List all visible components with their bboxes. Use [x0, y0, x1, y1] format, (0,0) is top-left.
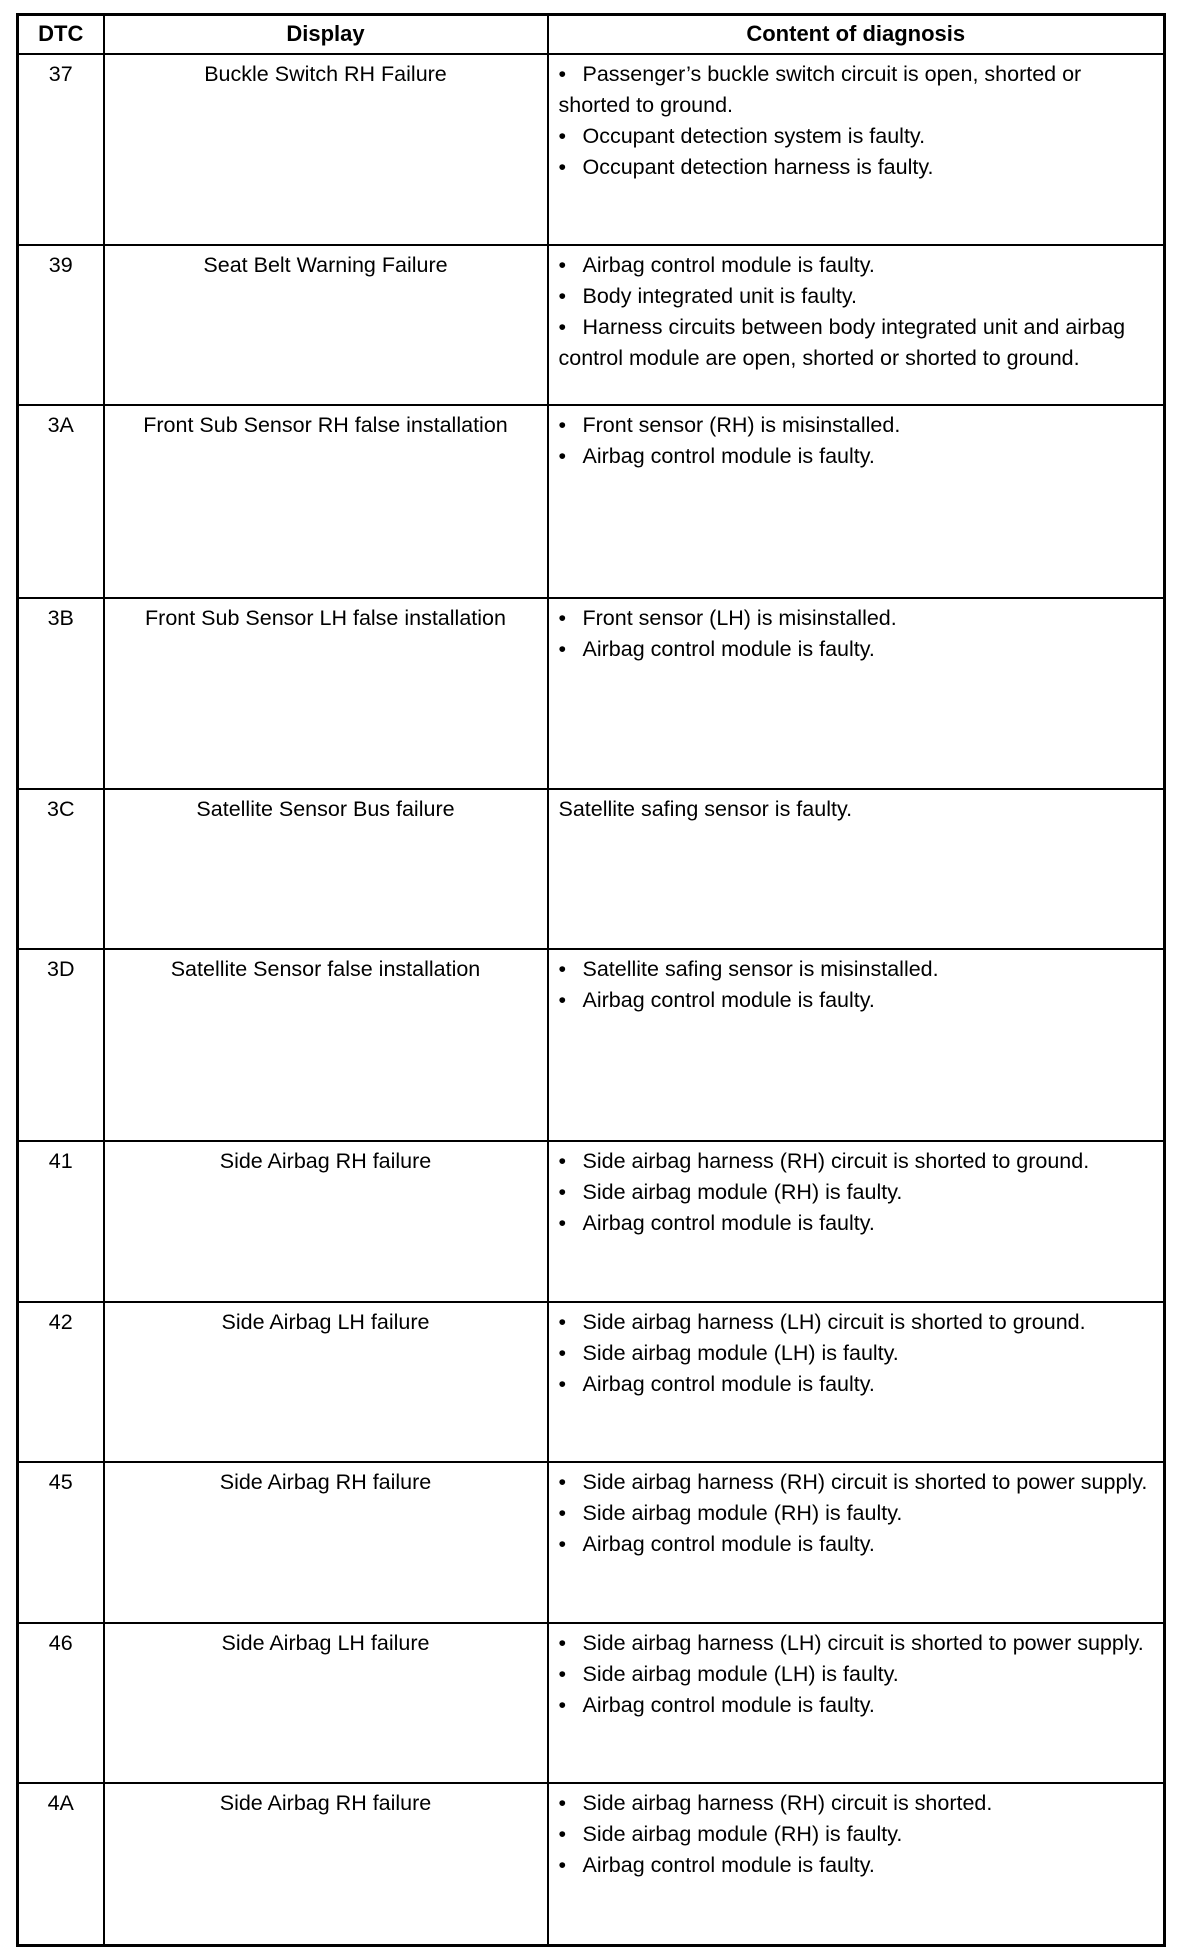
bullet-icon: •: [558, 1501, 567, 1525]
dtc-code: 3A: [18, 405, 104, 598]
diagnosis-item-text: Airbag control module is faulty.: [582, 637, 875, 661]
bullet-icon: •: [558, 253, 567, 277]
display-message: Satellite Sensor Bus failure: [104, 789, 548, 949]
diagnosis-content: [548, 1302, 1165, 1462]
bullet-icon: •: [558, 413, 567, 437]
bullet-icon: •: [558, 1693, 567, 1717]
diagnosis-content: [548, 1783, 1165, 1946]
diagnosis-item: [559, 1628, 1156, 1659]
dtc-diagnosis-table: [16, 13, 1166, 1947]
bullet-icon: •: [558, 606, 567, 630]
dtc-code: 4A: [18, 1783, 104, 1946]
diagnosis-item-text: Airbag control module is faulty.: [582, 1853, 875, 1877]
diagnosis-content: [548, 245, 1165, 405]
diagnosis-item-text: Airbag control module is faulty.: [582, 1211, 875, 1235]
bullet-icon: •: [558, 1791, 567, 1815]
bullet-icon: •: [558, 155, 567, 179]
diagnosis-content: [548, 598, 1165, 789]
table-row: [18, 1302, 1165, 1462]
diagnosis-item: [559, 121, 1156, 152]
bullet-icon: •: [558, 284, 567, 308]
diagnosis-item-text: Airbag control module is faulty.: [582, 1693, 875, 1717]
display-message: Side Airbag RH failure: [104, 1462, 548, 1623]
diagnosis-item-text: Occupant detection system is faulty.: [582, 124, 926, 148]
bullet-icon: •: [558, 315, 567, 339]
diagnosis-item: [559, 1208, 1156, 1239]
diagnosis-item-text: Airbag control module is faulty.: [582, 1532, 875, 1556]
diagnosis-item-text: Body integrated unit is faulty.: [582, 284, 857, 308]
diagnosis-item-text: Airbag control module is faulty.: [582, 1372, 875, 1396]
diagnosis-text: Satellite safing sensor is faulty.: [558, 797, 853, 821]
diagnosis-item: [559, 250, 1156, 281]
diagnosis-item-text: Front sensor (LH) is misinstalled.: [582, 606, 897, 630]
bullet-icon: •: [558, 988, 567, 1012]
bullet-icon: •: [558, 1310, 567, 1334]
dtc-code: 3D: [18, 949, 104, 1141]
diagnosis-item: [559, 152, 1156, 183]
diagnosis-item: [559, 1467, 1156, 1498]
diagnosis-item: [559, 1177, 1156, 1208]
diagnosis-item: [559, 1369, 1156, 1400]
diagnosis-content: [548, 949, 1165, 1141]
diagnosis-item: [559, 1819, 1156, 1850]
diagnosis-item-text: Side airbag harness (LH) circuit is shorted to ground.: [582, 1310, 1086, 1334]
display-message: Front Sub Sensor RH false installation: [104, 405, 548, 598]
diagnosis-content: [548, 789, 1165, 949]
diagnosis-item: [559, 312, 1156, 374]
diagnosis-item: [559, 281, 1156, 312]
diagnosis-content: [548, 54, 1165, 245]
diagnosis-item-text: Passenger’s buckle switch circuit is open, shorted or shorted to ground.: [558, 62, 1082, 117]
diagnosis-item: [559, 985, 1156, 1016]
diagnosis-item: [559, 1690, 1156, 1721]
table-row: [18, 405, 1165, 598]
diagnosis-item: [559, 410, 1156, 441]
header-display: Display: [104, 15, 548, 55]
bullet-icon: •: [558, 1149, 567, 1173]
table-row: [18, 1141, 1165, 1302]
diagnosis-content: [548, 1141, 1165, 1302]
diagnosis-item-text: Airbag control module is faulty.: [582, 444, 875, 468]
diagnosis-item: [559, 1850, 1156, 1881]
diagnosis-item-text: Side airbag harness (LH) circuit is shorted to power supply.: [582, 1631, 1144, 1655]
diagnosis-item-text: Side airbag module (RH) is faulty.: [582, 1180, 903, 1204]
diagnosis-content: [548, 405, 1165, 598]
display-message: Satellite Sensor false installation: [104, 949, 548, 1141]
table-row: [18, 1783, 1165, 1946]
display-message: Side Airbag RH failure: [104, 1141, 548, 1302]
bullet-icon: •: [558, 1211, 567, 1235]
diagnosis-item-text: Side airbag module (RH) is faulty.: [582, 1501, 903, 1525]
bullet-icon: •: [558, 957, 567, 981]
dtc-code: 37: [18, 54, 104, 245]
diagnosis-item-text: Side airbag module (RH) is faulty.: [582, 1822, 903, 1846]
diagnosis-item-text: Side airbag module (LH) is faulty.: [582, 1662, 899, 1686]
table-row: [18, 54, 1165, 245]
diagnosis-item-text: Airbag control module is faulty.: [582, 988, 875, 1012]
bullet-icon: •: [558, 1180, 567, 1204]
bullet-icon: •: [558, 1470, 567, 1494]
diagnosis-item-text: Side airbag module (LH) is faulty.: [582, 1341, 899, 1365]
diagnosis-content: [548, 1462, 1165, 1623]
diagnosis-item: [559, 1529, 1156, 1560]
table-row: [18, 245, 1165, 405]
display-message: Buckle Switch RH Failure: [104, 54, 548, 245]
bullet-icon: •: [558, 1341, 567, 1365]
dtc-code: 45: [18, 1462, 104, 1623]
diagnosis-item: [559, 603, 1156, 634]
diagnosis-item-text: Harness circuits between body integrated unit and airbag control module are open, shorted or shorted to ground.: [558, 315, 1126, 370]
diagnosis-item-text: Occupant detection harness is faulty.: [582, 155, 934, 179]
table-header-row: [18, 15, 1165, 55]
diagnosis-item-text: Side airbag harness (RH) circuit is shorted.: [582, 1791, 993, 1815]
table-row: [18, 598, 1165, 789]
diagnosis-item: [559, 1146, 1156, 1177]
diagnosis-item: [559, 441, 1156, 472]
bullet-icon: •: [558, 1853, 567, 1877]
bullet-icon: •: [558, 1662, 567, 1686]
header-content: Content of diagnosis: [548, 15, 1165, 55]
diagnosis-content: [548, 1623, 1165, 1783]
table-row: [18, 789, 1165, 949]
bullet-icon: •: [558, 1372, 567, 1396]
diagnosis-item: [559, 1659, 1156, 1690]
dtc-code: 41: [18, 1141, 104, 1302]
diagnosis-item: [559, 59, 1156, 121]
diagnosis-item: [559, 954, 1156, 985]
diagnosis-item-text: Satellite safing sensor is misinstalled.: [582, 957, 939, 981]
diagnosis-item-text: Airbag control module is faulty.: [582, 253, 875, 277]
bullet-icon: •: [558, 62, 567, 86]
diagnosis-item-text: Side airbag harness (RH) circuit is shorted to ground.: [582, 1149, 1090, 1173]
display-message: Side Airbag LH failure: [104, 1623, 548, 1783]
header-dtc: DTC: [18, 15, 104, 55]
table-row: [18, 949, 1165, 1141]
bullet-icon: •: [558, 1631, 567, 1655]
diagnosis-item-text: Front sensor (RH) is misinstalled.: [582, 413, 901, 437]
diagnosis-item: [559, 634, 1156, 665]
display-message: Side Airbag LH failure: [104, 1302, 548, 1462]
bullet-icon: •: [558, 1822, 567, 1846]
diagnosis-item: [559, 1307, 1156, 1338]
display-message: Front Sub Sensor LH false installation: [104, 598, 548, 789]
diagnosis-item: [559, 1788, 1156, 1819]
dtc-code: 46: [18, 1623, 104, 1783]
bullet-icon: •: [558, 637, 567, 661]
diagnosis-item: [559, 1338, 1156, 1369]
dtc-code: 3B: [18, 598, 104, 789]
diagnosis-item-text: Side airbag harness (RH) circuit is shorted to power supply.: [582, 1470, 1148, 1494]
diagnosis-item: [559, 1498, 1156, 1529]
bullet-icon: •: [558, 124, 567, 148]
dtc-code: 39: [18, 245, 104, 405]
dtc-code: 42: [18, 1302, 104, 1462]
display-message: Side Airbag RH failure: [104, 1783, 548, 1946]
dtc-code: 3C: [18, 789, 104, 949]
bullet-icon: •: [558, 1532, 567, 1556]
display-message: Seat Belt Warning Failure: [104, 245, 548, 405]
table-row: [18, 1623, 1165, 1783]
table-row: [18, 1462, 1165, 1623]
bullet-icon: •: [558, 444, 567, 468]
